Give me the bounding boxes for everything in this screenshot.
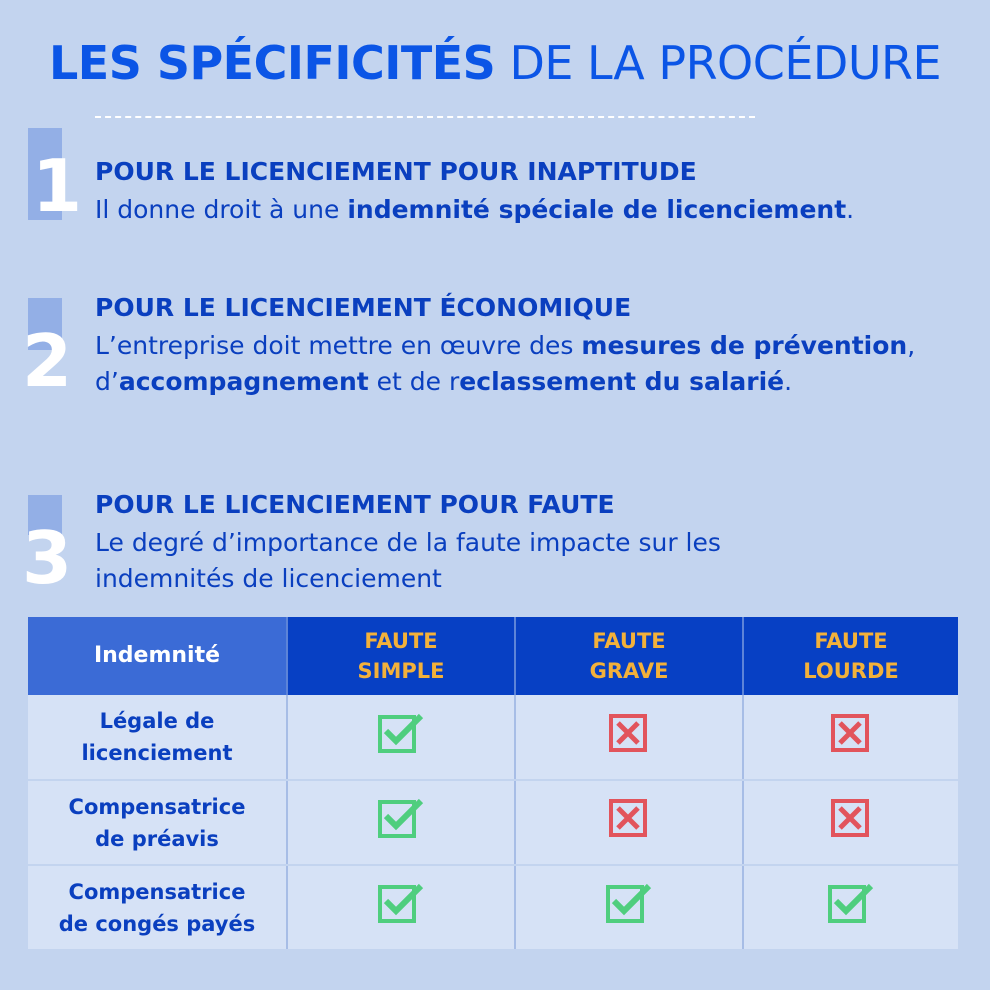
table-cell <box>515 865 743 950</box>
section-heading: POUR LE LICENCIEMENT ÉCONOMIQUE <box>95 293 632 322</box>
checkbox-check-icon <box>377 882 425 924</box>
column-header-label: Indemnité <box>93 643 221 668</box>
table-header-row <box>28 617 958 695</box>
body-text: Le degré d’importance de la faute impacte sur les indemnités de licenciement <box>95 528 721 593</box>
section-heading: POUR LE LICENCIEMENT POUR INAPTITUDE <box>95 157 697 186</box>
title-strong: LES SPÉCIFICITÉS <box>48 36 496 90</box>
body-text: et de r <box>368 367 460 396</box>
table-cell <box>743 865 958 950</box>
bold-text: accompagnement <box>118 367 369 396</box>
checkbox-cross-icon <box>827 797 875 839</box>
table-cell <box>287 780 515 865</box>
row-label: Compensatrice de préavis <box>28 780 287 865</box>
section-body <box>95 192 975 228</box>
column-header-faute-grave: FAUTE GRAVE <box>515 617 743 695</box>
table-row <box>28 865 958 950</box>
table-cell <box>515 695 743 780</box>
table-cell <box>743 695 958 780</box>
checkbox-cross-icon <box>827 712 875 754</box>
table-cell <box>287 695 515 780</box>
checkbox-check-icon <box>827 882 875 924</box>
checkbox-cross-icon <box>605 712 653 754</box>
page-title <box>0 36 990 90</box>
title-rest: DE LA PROCÉDURE <box>495 36 942 90</box>
table-cell <box>515 780 743 865</box>
body-text: . <box>784 367 793 396</box>
table-row <box>28 780 958 865</box>
table-cell <box>287 865 515 950</box>
section-body <box>95 525 855 597</box>
checkbox-cross-icon <box>605 797 653 839</box>
checkbox-check-icon <box>605 882 653 924</box>
bold-text: indemnité spéciale de licenciement <box>347 195 847 224</box>
row-label: Légale de licenciement <box>28 695 287 780</box>
section-number: 3 <box>22 516 73 600</box>
section-heading: POUR LE LICENCIEMENT POUR FAUTE <box>95 490 615 519</box>
section-number: 1 <box>32 144 83 228</box>
section-body <box>95 328 975 400</box>
title-divider <box>95 116 755 118</box>
body-text: L’entreprise doit mettre en œuvre des <box>95 331 582 360</box>
column-header-indemnite <box>28 617 287 695</box>
bold-text: eclassement du salarié <box>459 367 785 396</box>
body-text: . <box>846 195 855 224</box>
checkbox-check-icon <box>377 712 425 754</box>
column-header-faute-lourde: FAUTE LOURDE <box>743 617 958 695</box>
body-text: , d’ <box>95 331 916 396</box>
indemnity-table <box>28 617 958 951</box>
table-cell <box>743 780 958 865</box>
bold-text: mesures de prévention <box>581 331 908 360</box>
body-text: Il donne droit à une <box>95 195 348 224</box>
checkbox-check-icon <box>377 797 425 839</box>
section-number: 2 <box>22 319 73 403</box>
column-header-faute-simple: FAUTE SIMPLE <box>287 617 515 695</box>
row-label: Compensatrice de congés payés <box>28 865 287 950</box>
table-row <box>28 695 958 780</box>
